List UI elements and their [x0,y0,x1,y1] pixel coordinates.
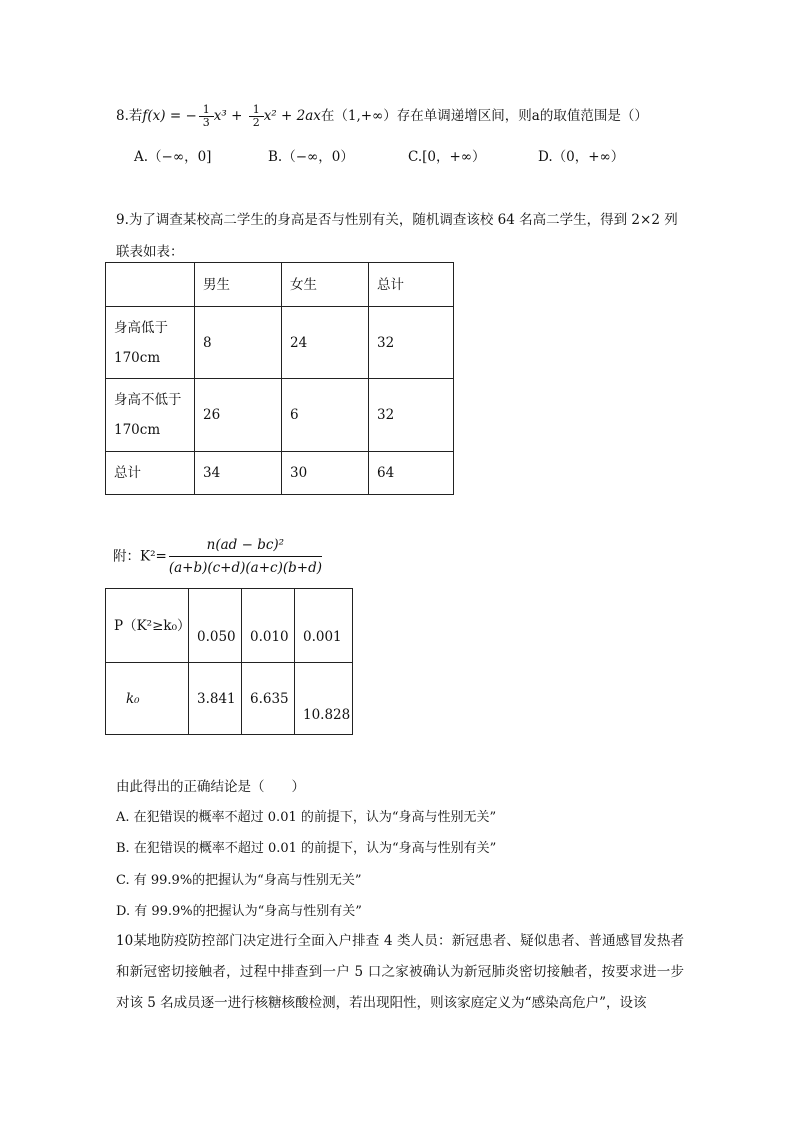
question-8-stem [116,104,648,129]
row-label-line: 身高低于 [114,319,168,336]
row-label-line: 170cm [114,422,161,438]
table-cell: 6 [282,379,369,452]
q8-option-d: D.（0，+∞） [538,149,625,165]
contingency-table [105,262,454,495]
table-header-cell: 女生 [282,263,369,307]
q8-frac1-num: 1 [199,104,214,117]
table-header-cell: 总计 [369,263,454,307]
k-squared-formula [113,536,322,577]
table-row [106,589,353,663]
row-label-line: 170cm [114,349,161,366]
q8-option-c: C.[0，+∞） [408,149,486,165]
formula-denominator: (a+b)(c+d)(a+c)(b+d) [168,560,322,576]
q8-fx: f(x) [142,108,166,124]
q8-frac2-den: 2 [252,116,260,129]
table-header-cell [106,263,195,307]
table-cell: 24 [282,307,369,379]
table-cell: 10.828 [295,663,353,735]
row-label-line: 身高不低于 [114,392,182,408]
table-cell: 3.841 [189,663,242,735]
q9-option-a: A. 在犯错误的概率不超过 0.01 的前提下，认为“身高与性别无关” [116,810,497,825]
q9-option-c: C. 有 99.9%的把握认为“身高与性别无关” [116,873,362,888]
q8-term2: x² + 2ax [263,108,321,124]
q8-frac1-den: 3 [202,116,210,129]
row-label [106,307,195,379]
question-8-options [134,145,624,165]
ref-row-label: P（K²≥k₀） [106,589,189,663]
q8-term1: x³ + [213,108,247,124]
appendix-label: 附：K²= [113,548,167,565]
q8-frac1 [199,104,214,129]
table-cell: 64 [369,452,454,495]
conclusion-stem: 由此得出的正确结论是（ ） [116,779,305,795]
table-cell: 0.010 [242,589,295,663]
table-cell: 0.001 [295,589,353,663]
question-9-line2: 联表如表： [116,244,184,260]
table-row [106,452,454,495]
row-label [106,379,195,452]
q9-option-d: D. 有 99.9%的把握认为“身高与性别有关” [116,904,362,919]
q8-frac2-num: 1 [249,104,264,117]
table-cell: 32 [369,307,454,379]
formula-fraction [169,536,322,577]
table-cell: 32 [369,379,454,452]
q8-option-b: B.（−∞，0） [268,149,354,165]
ref-row-label: k₀ [106,663,189,735]
q9-option-b: B. 在犯错误的概率不超过 0.01 的前提下，认为“身高与性别有关” [116,841,497,856]
table-cell: 34 [195,452,282,495]
table-row [106,663,353,735]
table-row [106,379,454,452]
critical-value-table [105,588,353,735]
formula-numerator: n(ad − bc)² [169,536,322,557]
q8-frac2 [249,104,264,129]
q8-eq: = − [165,108,197,124]
q8-option-a: A.（−∞，0] [134,149,212,165]
table-cell: 8 [195,307,282,379]
table-cell: 6.635 [242,663,295,735]
table-row [106,307,454,379]
table-header-row [106,263,454,307]
question-9-line1: 9.为了调查某校高二学生的身高是否与性别有关，随机调查该校 64 名高二学生，得到 2×2 列 [116,212,678,228]
table-cell: 26 [195,379,282,452]
q8-prefix: 8.若 [116,108,143,124]
table-header-cell: 男生 [195,263,282,307]
table-cell: 0.050 [189,589,242,663]
row-label: 总计 [106,452,195,495]
table-cell: 30 [282,452,369,495]
q8-suffix: 在（1,+∞）存在单调递增区间，则a的取值范围是（） [320,108,648,124]
question-10-text: 10某地防疫防控部门决定进行全面入户排查 4 类人员：新冠患者、疑似患者、普通感冒发热者和新冠密切接触者，过程中排查到一户 5 口之家被确认为新冠肺炎密切接触者，按要求进一步对该 5 名成员逐一进行核糖核酸检测，若出现阳性，则该家庭定义为“感染高危户”，设该 [116,933,684,1011]
